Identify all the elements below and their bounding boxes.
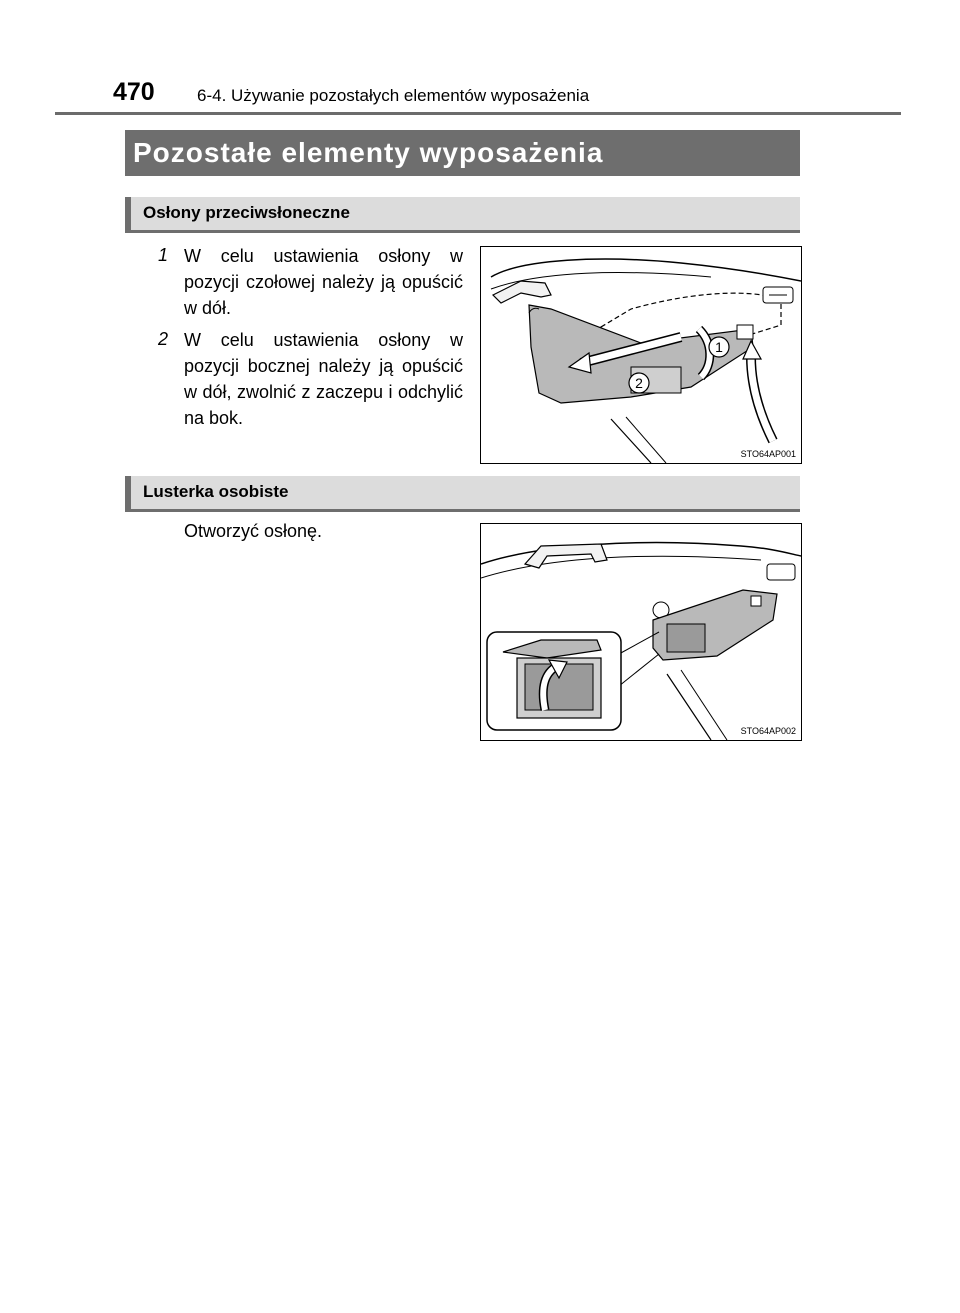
step-text-2: W celu ustawienia osłony w pozycji bocznej należy ją opuścić w dół, zwolnić z zaczepu i odchylić na bok. [184,330,463,428]
sun-visor-figure [480,246,802,464]
step-number-2: 2 [157,329,168,349]
figure-code-2: STO64AP002 [740,726,796,736]
step-text-1: W celu ustawienia osłony w pozycji czołowej należy ją opuścić w dół. [184,246,463,318]
step-number-1: 1 [157,245,168,265]
header-rule [55,112,901,115]
vanity-mirror-illustration [481,524,801,740]
vanity-mirrors-heading: Lusterka osobiste [125,476,800,512]
step-1 [153,243,463,321]
step-2 [153,327,463,431]
callout-1: 1 [715,339,723,355]
page-number: 470 [113,78,155,106]
page-title: Pozostałe elementy wyposażenia [125,130,800,176]
vanity-mirror-figure [480,523,802,741]
sun-visors-heading: Osłony przeciwsłoneczne [125,197,800,233]
section-path: 6-4. Używanie pozostałych elementów wyposażenia [197,86,590,105]
vanity-instruction: Otworzyć osłonę. [184,521,323,541]
figure-code-1: STO64AP001 [740,449,796,459]
callout-2: 2 [635,375,643,391]
sun-visor-illustration [481,247,801,463]
